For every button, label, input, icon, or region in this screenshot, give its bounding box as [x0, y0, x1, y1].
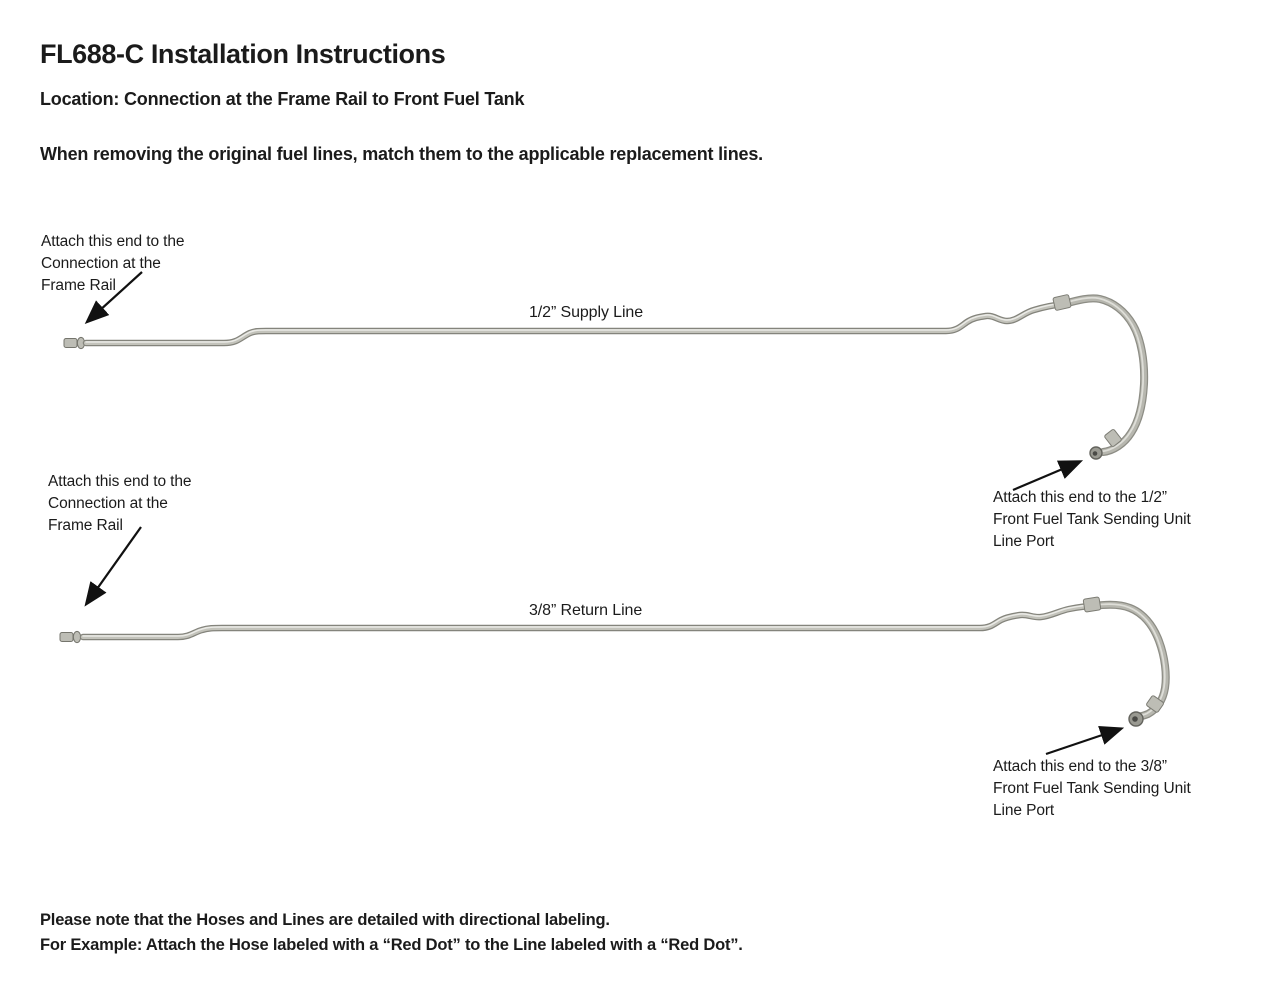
supply-right-annotation — [993, 487, 1191, 553]
footer-line: Please note that the Hoses and Lines are detailed with directional labeling. — [40, 911, 610, 929]
location-subtitle: Location: Connection at the Frame Rail to Front Fuel Tank — [40, 89, 525, 109]
supply-left-annotation — [41, 231, 184, 297]
annotation-arrows — [87, 272, 1120, 754]
supply-right-arrow — [1013, 462, 1079, 490]
annotation-line: Line Port — [993, 533, 1055, 550]
supply-line-left-fitting — [64, 337, 85, 348]
annotation-line: Attach this end to the 1/2” — [993, 489, 1167, 506]
annotation-line: Connection at the — [48, 495, 168, 512]
return-line-left-fitting — [60, 631, 81, 642]
annotation-line: Connection at the — [41, 255, 161, 272]
return-left-annotation — [48, 471, 191, 537]
return-line-label: 3/8” Return Line — [529, 602, 643, 619]
return-left-arrow — [87, 527, 141, 603]
annotation-line: Attach this end to the 3/8” — [993, 758, 1167, 775]
supply-line-hose — [1053, 294, 1144, 459]
annotation-line: Attach this end to the — [48, 473, 192, 490]
annotation-line: Front Fuel Tank Sending Unit — [993, 511, 1191, 528]
return-right-annotation — [993, 756, 1191, 822]
hose-coupling — [1053, 294, 1072, 310]
return-line-hose — [1083, 597, 1166, 726]
hose-coupling — [1083, 597, 1101, 612]
return-right-arrow — [1046, 729, 1120, 754]
annotation-line: Line Port — [993, 802, 1055, 819]
supply-line-label: 1/2” Supply Line — [529, 304, 644, 321]
annotation-line: Front Fuel Tank Sending Unit — [993, 780, 1191, 797]
footer-note — [40, 908, 743, 957]
page-title: FL688-C Installation Instructions — [40, 39, 446, 69]
annotation-line: Frame Rail — [41, 277, 116, 294]
annotation-line: Attach this end to the — [41, 233, 185, 250]
annotation-line: Frame Rail — [48, 517, 123, 534]
footer-line: For Example: Attach the Hose labeled with a “Red Dot” to the Line labeled with a “Red Dot”. — [40, 935, 743, 954]
instruction-text: When removing the original fuel lines, match them to the applicable replacement lines. — [40, 144, 763, 164]
